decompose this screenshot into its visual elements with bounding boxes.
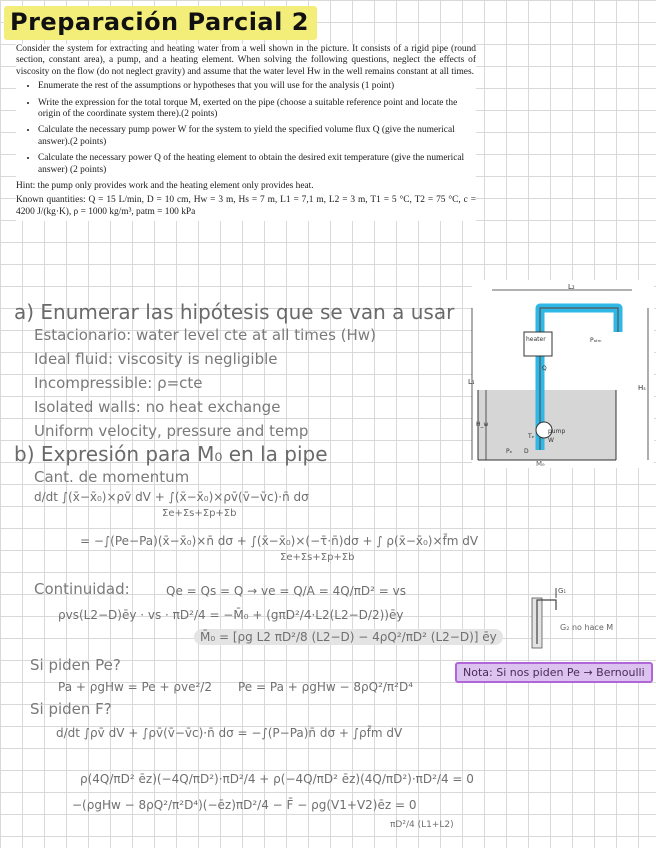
question-f: Si piden F? [30, 700, 112, 718]
nota-bernoulli: Nota: Si nos piden Pe → Bernoulli [455, 662, 653, 683]
system-diagram [468, 280, 654, 468]
hypothesis-2: Ideal fluid: viscosity is negligible [34, 350, 278, 368]
cant-momentum-label: Cant. de momentum [34, 468, 190, 486]
equation-1: d/dt ∫(x̄−x̄₀)×ρv̄ dV + ∫(x̄−x̄₀)×ρv̄(v̄−v̄c)·n̄ dσ [34, 490, 309, 504]
equation-2: = −∫(Pe−Pa)(x̄−x̄₀)×n̄ dσ + ∫(x̄−x̄₀)×(−τ̄·n̄)dσ + ∫ ρ(x̄−x̄₀)×f̄m dV [80, 534, 479, 548]
small-diagram [520, 584, 650, 654]
section-a-heading: a) Enumerar las hipótesis que se van a usar [14, 300, 455, 324]
section-b-heading: b) Expresión para M₀ en la pipe [14, 442, 328, 466]
equation-7-sub: πD²/4 (L1+L2) [390, 820, 454, 830]
small-diag-label: G₁ [558, 587, 567, 595]
equation-4-highlight: M̄₀ = [ρg L2 πD²/8 (L2−D) − 4ρQ²/πD² (L2−D)] ēy [194, 629, 503, 645]
continuidad-eq: Qe = Qs = Q → ve = Q/A = 4Q/πD² = vs [166, 584, 407, 598]
bernoulli-result: Pe = Pa + ρgHw − 8ρQ²/π²D⁴ [238, 680, 414, 694]
continuidad-label: Continuidad: [34, 580, 130, 598]
label-Patm: Pₐₜₘ [590, 337, 602, 344]
page-title: Preparación Parcial 2 [4, 6, 317, 40]
problem-statement [16, 44, 476, 221]
equation-6: ρ(4Q/πD² ēz)(−4Q/πD²)·πD²/4 + ρ(−4Q/πD² ēz)(4Q/πD²)·πD²/4 = 0 [80, 772, 474, 786]
problem-known: Known quantities: Q = 15 L/min, D = 10 cm, Hw = 3 m, Hs = 7 m, L1 = 7,1 m, L2 = 3 m, T1 = 5 °C, T2 = 75 °C, c = 4200 J/(kg·K), ρ = 1000 kg/m³, patm = 100 kPa [16, 195, 476, 217]
equation-5: d/dt ∫ρv̄ dV + ∫ρv̄(v̄−v̄c)·n̄ dσ = −∫(P−Pa)n̄ dσ + ∫ρf̄m dV [56, 726, 403, 740]
label-Me: Mₑ [536, 460, 545, 468]
label-Hw: H_w [476, 421, 489, 428]
equation-2-sub: Σe+Σs+Σp+Σb [280, 552, 355, 563]
equation-4-wrap [194, 630, 503, 644]
system-diagram-svg [468, 280, 654, 468]
label-Hs: Hₛ [638, 384, 646, 392]
equation-1-sub: Σe+Σs+Σp+Σb [162, 508, 237, 519]
small-diag-note: G₂ no hace M [560, 623, 614, 632]
problem-bullet-2: • Write the expression for the total torque M, exerted on the pipe (choose a suitable reference point and locate the origin of the coordinate system there).(2 points) [38, 98, 476, 121]
hypothesis-5: Uniform velocity, pressure and temp [34, 422, 309, 440]
equation-7: −(ρgHw − 8ρQ²/π²D⁴)(−ēz)πD²/4 − F̄ − ρg(V1+V2)ēz = 0 [72, 798, 417, 812]
label-Pe: Pₑ [506, 448, 513, 455]
equation-3: ρvs(L2−D)ēy · vs · πD²/4 = −M̄₀ + (gπD²/4·L2(L2−D/2))ēy [58, 608, 404, 622]
bernoulli-eq: Pa + ρgHw = Pe + ρve²/2 [58, 680, 212, 694]
problem-bullet-3: • Calculate the necessary pump power W for the system to yield the specified volume flux Q (give the numerical answer).(2 points) [38, 125, 476, 148]
question-pe: Si piden Pe? [30, 656, 121, 674]
problem-hint: Hint: the pump only provides work and the heating element only provides heat. [16, 181, 314, 192]
problem-intro: Consider the system for extracting and heating water from a well shown in the picture. It consists of a rigid pipe (round section, constant area), a pump, and a heating element. When solving the following questions, neglect the effects of viscosity on the flow (do not neglect gravity) and assume that the water level Hw in the well remains constant at all times. [16, 44, 476, 77]
problem-bullets [16, 81, 476, 176]
label-Q: Q [542, 365, 547, 372]
hypothesis-4: Isolated walls: no heat exchange [34, 398, 281, 416]
label-pump: pump [548, 428, 566, 435]
label-L2: L₂ [568, 283, 575, 291]
small-diagram-svg [520, 584, 650, 654]
hypothesis-3: Incompressible: ρ=cte [34, 374, 203, 392]
label-heater: heater [526, 336, 546, 343]
problem-bullet-4: • Calculate the necessary power Q of the heating element to obtain the desired exit temperature (give the numerical answer) (2 points) [38, 153, 476, 176]
label-L1: L₁ [468, 378, 475, 386]
hypothesis-1: Estacionario: water level cte at all times (Hw) [34, 326, 376, 344]
label-Te: Tₑ [528, 433, 535, 440]
problem-bullet-1: • Enumerate the rest of the assumptions or hypotheses that you will use for the analysis (1 point) [38, 81, 476, 92]
label-W: W [548, 437, 554, 444]
label-D: D [524, 448, 529, 455]
